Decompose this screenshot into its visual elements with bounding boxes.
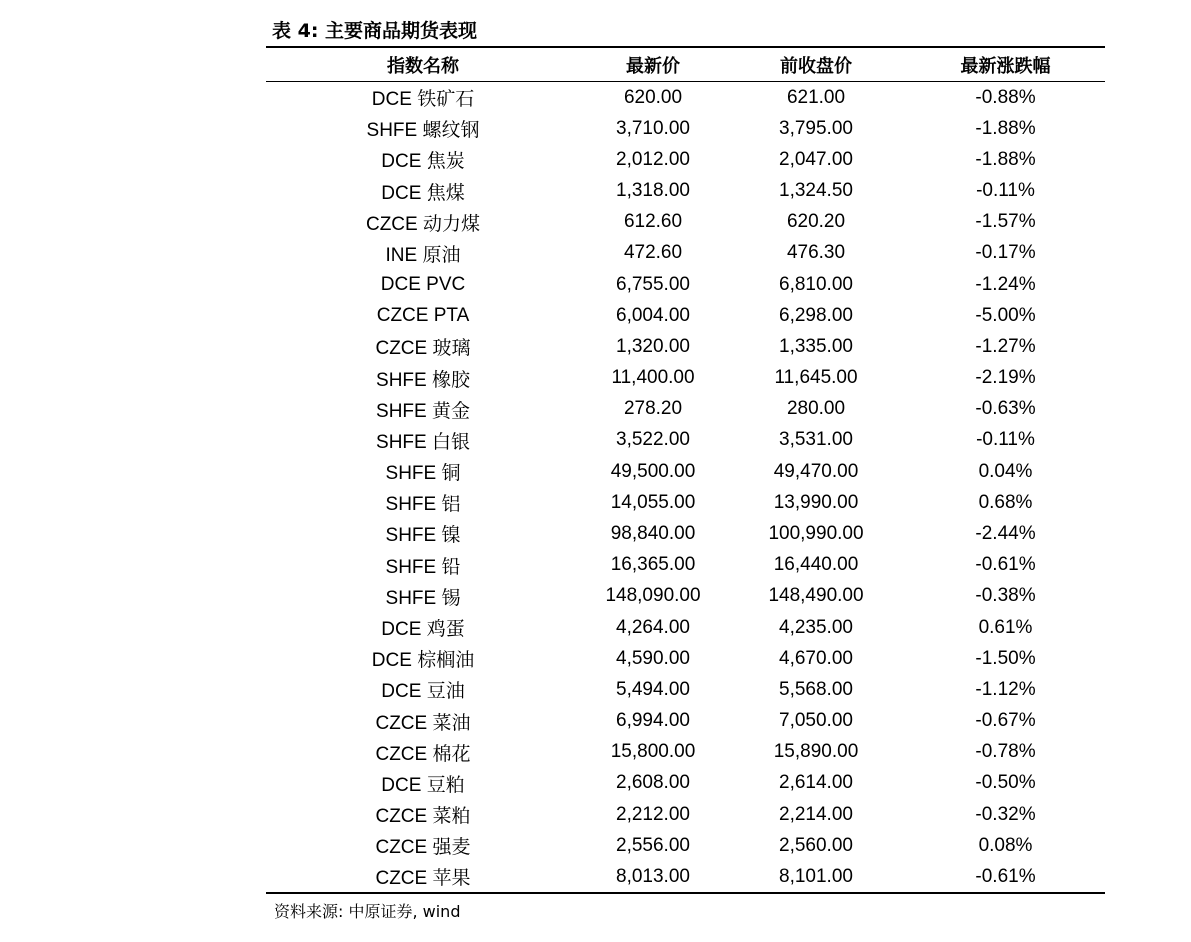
cell-latest-change: -1.27% [975,335,1036,357]
cell-latest-price: 6,994.00 [616,710,690,732]
cell-latest-change: -0.50% [975,772,1036,794]
table-body [266,82,1105,894]
header-latest-price: 最新价 [626,55,680,77]
cell-latest-price: 14,055.00 [610,491,696,513]
table-row [266,238,1105,269]
table-row [266,207,1105,238]
cell-prev-close: 3,795.00 [779,117,853,139]
cell-index-name: DCE 焦炭 [381,151,465,173]
cell-prev-close: 4,235.00 [779,616,853,638]
cell-prev-close: 5,568.00 [779,678,853,700]
cell-latest-change: -0.11% [976,180,1035,202]
cell-prev-close: 16,440.00 [773,554,859,576]
table-row [266,643,1105,674]
cell-latest-price: 3,522.00 [616,429,690,451]
cell-latest-price: 620.00 [623,86,683,108]
cell-latest-change: -1.88% [975,117,1036,139]
cell-index-name: CZCE 玻璃 [375,338,471,360]
cell-prev-close: 621.00 [786,86,846,108]
cell-latest-price: 2,212.00 [616,803,690,825]
cell-latest-price: 6,004.00 [616,304,690,326]
cell-latest-price: 3,710.00 [616,117,690,139]
cell-latest-price: 148,090.00 [605,585,701,607]
cell-latest-change: 0.61% [978,616,1033,638]
cell-index-name: CZCE 菜油 [375,712,471,734]
cell-index-name: SHFE 镍 [385,525,461,547]
cell-latest-change: -0.67% [975,710,1036,732]
cell-prev-close: 6,298.00 [779,304,853,326]
cell-prev-close: 49,470.00 [773,460,859,482]
cell-prev-close: 1,324.50 [779,180,853,202]
cell-latest-price: 5,494.00 [616,678,690,700]
cell-latest-change: -1.88% [975,148,1036,170]
table-row [266,550,1105,581]
cell-latest-price: 6,755.00 [616,273,690,295]
cell-latest-change: -1.50% [975,647,1036,669]
cell-latest-price: 472.60 [623,242,683,264]
cell-index-name: DCE 棕榈油 [371,650,475,672]
table-caption: 表 4: 主要商品期货表现 [272,20,478,42]
cell-index-name: SHFE 橡胶 [376,369,470,391]
cell-latest-change: -0.61% [975,554,1036,576]
source-note: 资料来源: 中原证券, wind [274,902,461,921]
cell-index-name: DCE 豆粕 [381,774,465,796]
cell-latest-price: 2,556.00 [616,834,690,856]
table-row [266,456,1105,487]
cell-latest-change: -0.32% [975,803,1036,825]
cell-index-name: SHFE 铜 [385,463,461,485]
cell-prev-close: 2,047.00 [779,148,853,170]
cell-latest-change: 0.08% [978,834,1033,856]
header-index-name: 指数名称 [387,55,459,77]
cell-latest-price: 4,264.00 [616,616,690,638]
cell-latest-change: -0.63% [975,398,1036,420]
commodity-futures-table [266,46,1105,894]
futures-table-container [266,46,1105,894]
cell-latest-change: -0.78% [975,741,1036,763]
table-row [266,331,1105,362]
table-row [266,487,1105,518]
cell-index-name: CZCE 棉花 [375,743,471,765]
table-row [266,300,1105,331]
table-row [266,674,1105,705]
table-row [266,861,1105,893]
cell-prev-close: 2,560.00 [779,834,853,856]
cell-prev-close: 620.20 [786,211,846,233]
cell-index-name: CZCE 菜粕 [375,806,471,828]
table-row [266,113,1105,144]
table-row [266,394,1105,425]
cell-index-name: SHFE 白银 [376,431,470,453]
cell-latest-price: 2,012.00 [616,148,690,170]
cell-index-name: CZCE 强麦 [375,837,471,859]
cell-latest-price: 2,608.00 [616,772,690,794]
cell-prev-close: 1,335.00 [779,335,853,357]
cell-prev-close: 6,810.00 [779,273,853,295]
cell-latest-change: -0.17% [975,242,1036,264]
cell-index-name: CZCE 苹果 [375,868,471,890]
cell-latest-change: 0.04% [978,460,1033,482]
cell-index-name: CZCE PTA [376,304,470,326]
cell-prev-close: 3,531.00 [779,429,853,451]
cell-latest-change: -2.19% [975,367,1036,389]
cell-index-name: SHFE 铝 [385,494,461,516]
cell-latest-price: 1,318.00 [616,180,690,202]
header-latest-change: 最新涨跌幅 [960,55,1051,77]
cell-latest-price: 98,840.00 [610,522,696,544]
cell-latest-change: -1.24% [975,273,1036,295]
cell-latest-price: 1,320.00 [616,335,690,357]
cell-index-name: DCE PVC [380,273,466,295]
cell-latest-price: 11,400.00 [611,367,695,389]
cell-latest-change: -0.11% [976,429,1035,451]
table-row [266,269,1105,300]
cell-latest-price: 612.60 [623,211,683,233]
cell-latest-price: 8,013.00 [616,865,690,887]
cell-latest-change: -1.57% [975,211,1036,233]
table-row [266,581,1105,612]
cell-latest-change: -1.12% [975,678,1036,700]
cell-index-name: DCE 焦煤 [381,182,465,204]
header-prev-close: 前收盘价 [780,55,852,77]
table-row [266,612,1105,643]
cell-latest-change: -2.44% [975,522,1036,544]
header-row [266,47,1105,82]
cell-index-name: DCE 豆油 [381,681,465,703]
table-row [266,363,1105,394]
table-row [266,799,1105,830]
cell-index-name: DCE 鸡蛋 [381,619,465,640]
cell-index-name: CZCE 动力煤 [365,213,480,235]
cell-prev-close: 4,670.00 [779,647,853,669]
table-row [266,82,1105,114]
table-row [266,144,1105,175]
cell-index-name: SHFE 螺纹钢 [366,120,480,142]
cell-prev-close: 100,990.00 [768,522,864,544]
cell-prev-close: 13,990.00 [773,491,859,513]
cell-prev-close: 280.00 [786,398,846,420]
cell-latest-change: -0.61% [975,865,1036,887]
table-row [266,737,1105,768]
cell-prev-close: 15,890.00 [773,741,859,763]
cell-latest-change: -0.88% [975,86,1036,108]
cell-prev-close: 148,490.00 [768,585,864,607]
table-row [266,518,1105,549]
cell-index-name: SHFE 黄金 [376,400,470,422]
cell-prev-close: 7,050.00 [779,710,853,732]
cell-prev-close: 11,645.00 [774,367,858,389]
table-row [266,176,1105,207]
cell-prev-close: 476.30 [786,242,846,264]
cell-prev-close: 2,614.00 [779,772,853,794]
cell-prev-close: 2,214.00 [779,803,853,825]
cell-latest-price: 49,500.00 [610,460,696,482]
cell-index-name: SHFE 锡 [385,587,461,609]
cell-latest-change: -0.38% [975,585,1036,607]
table-row [266,705,1105,736]
cell-index-name: SHFE 铅 [385,556,461,578]
table-row [266,425,1105,456]
cell-index-name: INE 原油 [385,244,461,266]
table-row [266,830,1105,861]
table-row [266,768,1105,799]
cell-latest-price: 16,365.00 [610,554,696,576]
cell-latest-change: 0.68% [978,491,1033,513]
cell-latest-change: -5.00% [975,304,1036,326]
cell-latest-price: 278.20 [623,398,683,420]
cell-index-name: DCE 铁矿石 [371,89,475,111]
cell-latest-price: 4,590.00 [616,647,690,669]
cell-latest-price: 15,800.00 [610,741,696,763]
cell-prev-close: 8,101.00 [779,865,853,887]
table-header [266,47,1105,82]
